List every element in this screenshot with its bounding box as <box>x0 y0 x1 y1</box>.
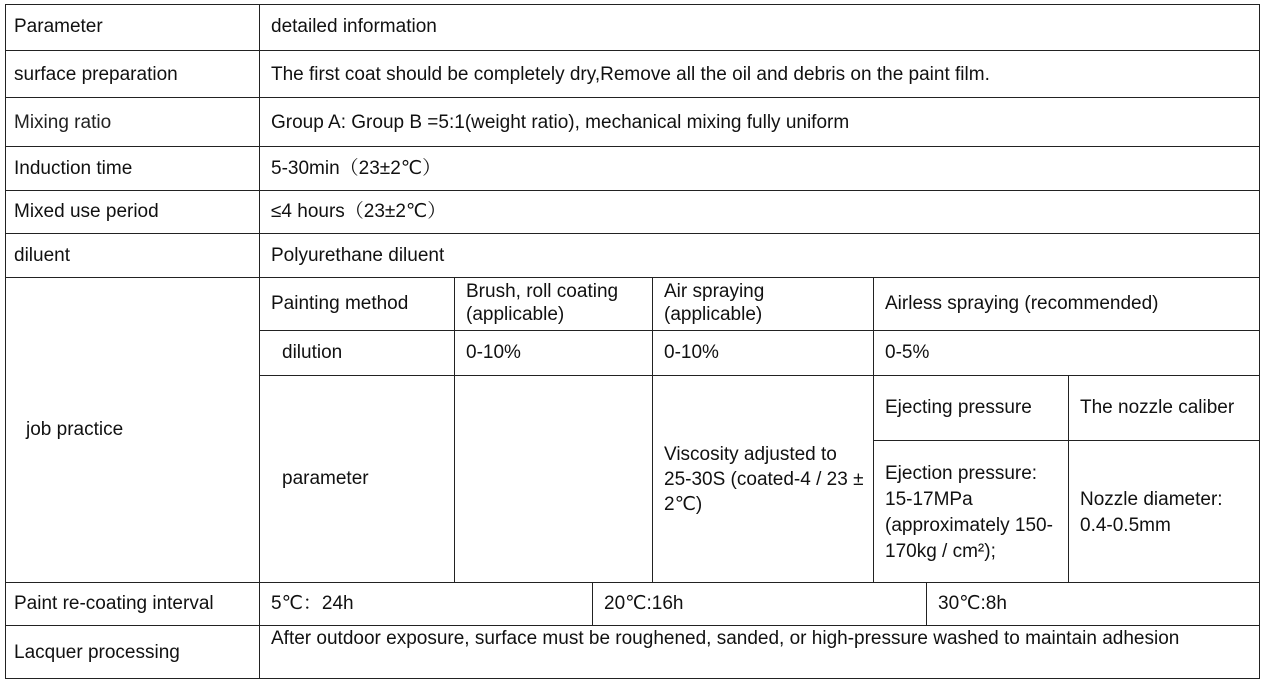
nozzle-diameter-value: Nozzle diameter: 0.4-0.5mm <box>1080 489 1223 536</box>
dilution-airless-value: 0-5% <box>885 342 930 363</box>
nozzle-caliber-header: The nozzle caliber <box>1080 397 1235 418</box>
table-border-left <box>5 4 6 679</box>
diluent-label: diluent <box>14 245 70 266</box>
induction-time-value: 5-30min（23±2℃） <box>271 158 442 179</box>
dilution-brush-value: 0-10% <box>466 342 521 363</box>
lacquer-processing-label: Lacquer processing <box>14 642 180 663</box>
airless-spraying-method-header: Airless spraying (recommended) <box>885 293 1159 314</box>
dilution-air-value: 0-10% <box>664 342 719 363</box>
row-divider <box>5 190 1260 191</box>
job-subrow-divider <box>259 330 1260 331</box>
lacquer-processing-value: After outdoor exposure, surface must be roughened, sanded, or high-pressure washed to maintain adhesion <box>271 628 1180 649</box>
recoating-interval-30c: 30℃:8h <box>938 593 1007 614</box>
row-divider <box>5 146 1260 147</box>
header-detailed-information: detailed information <box>271 16 437 37</box>
job-subrow-divider <box>259 375 1260 376</box>
brush-roll-method-header: Brush, roll coating (applicable) <box>466 281 619 325</box>
surface-preparation-value: The first coat should be completely dry,Remove all the oil and debris on the paint film. <box>271 64 990 85</box>
ejection-pressure-value: Ejection pressure: 15-17MPa (approximately 150-170kg / cm²); <box>885 463 1053 562</box>
mixing-ratio-value: Group A: Group B =5:1(weight ratio), mechanical mixing fully uniform <box>271 112 850 133</box>
painting-method-header: Painting method <box>271 293 409 314</box>
dilution-label: dilution <box>282 342 343 363</box>
header-parameter: Parameter <box>14 16 103 37</box>
row-divider <box>5 277 1260 278</box>
table-border-top <box>5 4 1260 5</box>
recoating-interval-label: Paint re-coating interval <box>14 593 214 614</box>
recoat-column-divider <box>592 582 593 625</box>
induction-time-label: Induction time <box>14 158 133 179</box>
row-divider <box>5 50 1260 51</box>
parameter-label: parameter <box>282 468 369 489</box>
method-column-divider <box>454 277 455 582</box>
label-column-divider <box>259 4 260 679</box>
row-divider <box>5 97 1260 98</box>
airless-column-divider <box>1068 375 1069 582</box>
surface-preparation-label: surface preparation <box>14 64 178 85</box>
job-practice-label: job practice <box>26 419 124 440</box>
airless-subheader-divider <box>873 440 1260 441</box>
air-parameter-value: Viscosity adjusted to 25-30S (coated-4 / 23 ± 2℃) <box>664 444 864 515</box>
mixed-use-period-label: Mixed use period <box>14 201 159 222</box>
recoating-interval-5c: 5℃：24h <box>271 593 354 614</box>
air-spraying-method-header: Air spraying (applicable) <box>664 281 765 325</box>
diluent-value: Polyurethane diluent <box>271 245 445 266</box>
ejecting-pressure-header: Ejecting pressure <box>885 397 1032 418</box>
table-border-right <box>1259 4 1260 679</box>
method-column-divider <box>652 277 653 582</box>
recoating-interval-20c: 20℃:16h <box>604 593 684 614</box>
recoat-column-divider <box>926 582 927 625</box>
method-column-divider <box>873 277 874 582</box>
table-border-bottom <box>5 678 1260 679</box>
row-divider <box>5 582 1260 583</box>
mixed-use-period-value: ≤4 hours（23±2℃） <box>271 201 447 222</box>
mixing-ratio-label: Mixing ratio <box>14 112 112 133</box>
row-divider <box>5 233 1260 234</box>
